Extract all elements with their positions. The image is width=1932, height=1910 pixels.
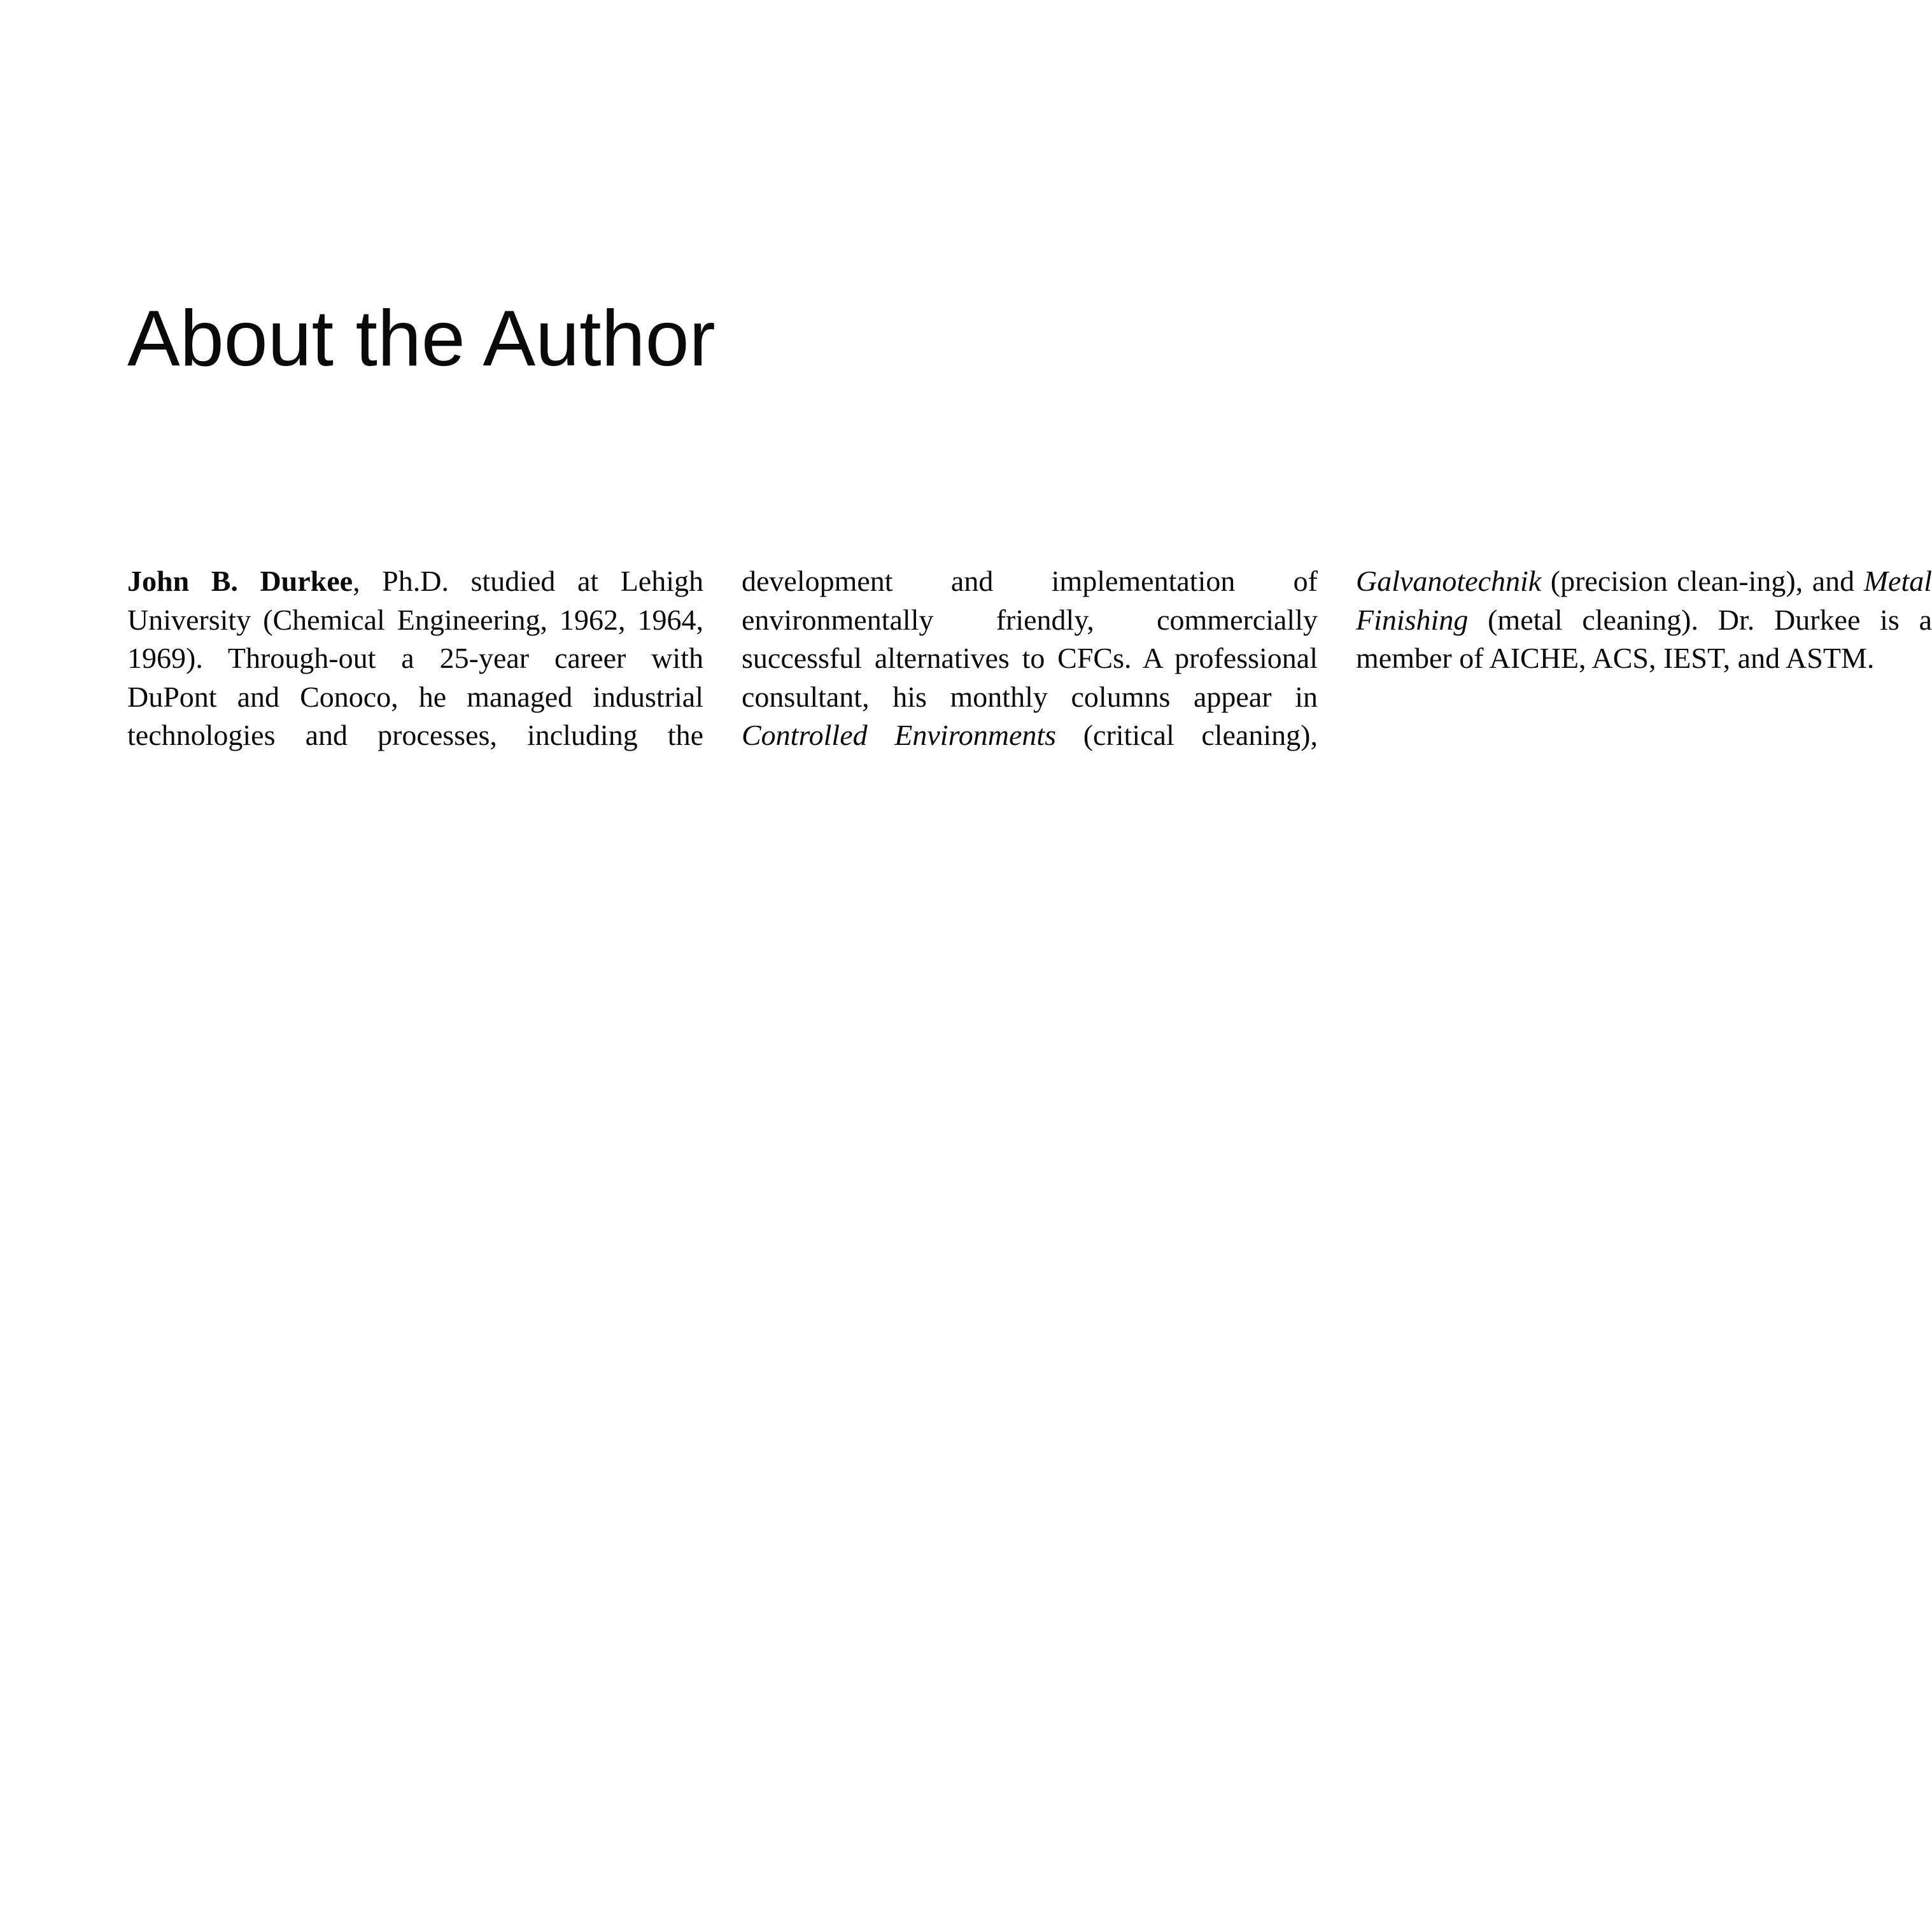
bio-paragraph [127,562,1932,791]
page-title: About the Author [127,295,716,383]
publication-galvanotechnik: Galvanotechnik [1356,565,1542,597]
bio-text-3: (precision clean-ing), and [1541,565,1864,597]
author-bio [127,562,1932,791]
author-name: John B. Durkee [127,565,353,597]
bio-text-1: , Ph.D. studied at Lehigh University (Chemical Engineering, 1962, 1964, 1969). Through-out a 25-year career with DuPont and Conoco, he managed industrial technologies and processes, including the development and implementation of environmentally friendly, commercially successful alternatives to CFCs. A professional consultant, his monthly columns appear in [127,565,1318,751]
publication-controlled-environments: Controlled Environments [742,719,1057,751]
publication-metal-finishing: Metal Finishing [1356,565,1932,636]
bio-text-2: (critical cleaning), [1056,719,1318,751]
bio-text-4: (metal cleaning). Dr. Durkee is a member of AICHE, ACS, IEST, and ASTM. [1356,603,1932,674]
